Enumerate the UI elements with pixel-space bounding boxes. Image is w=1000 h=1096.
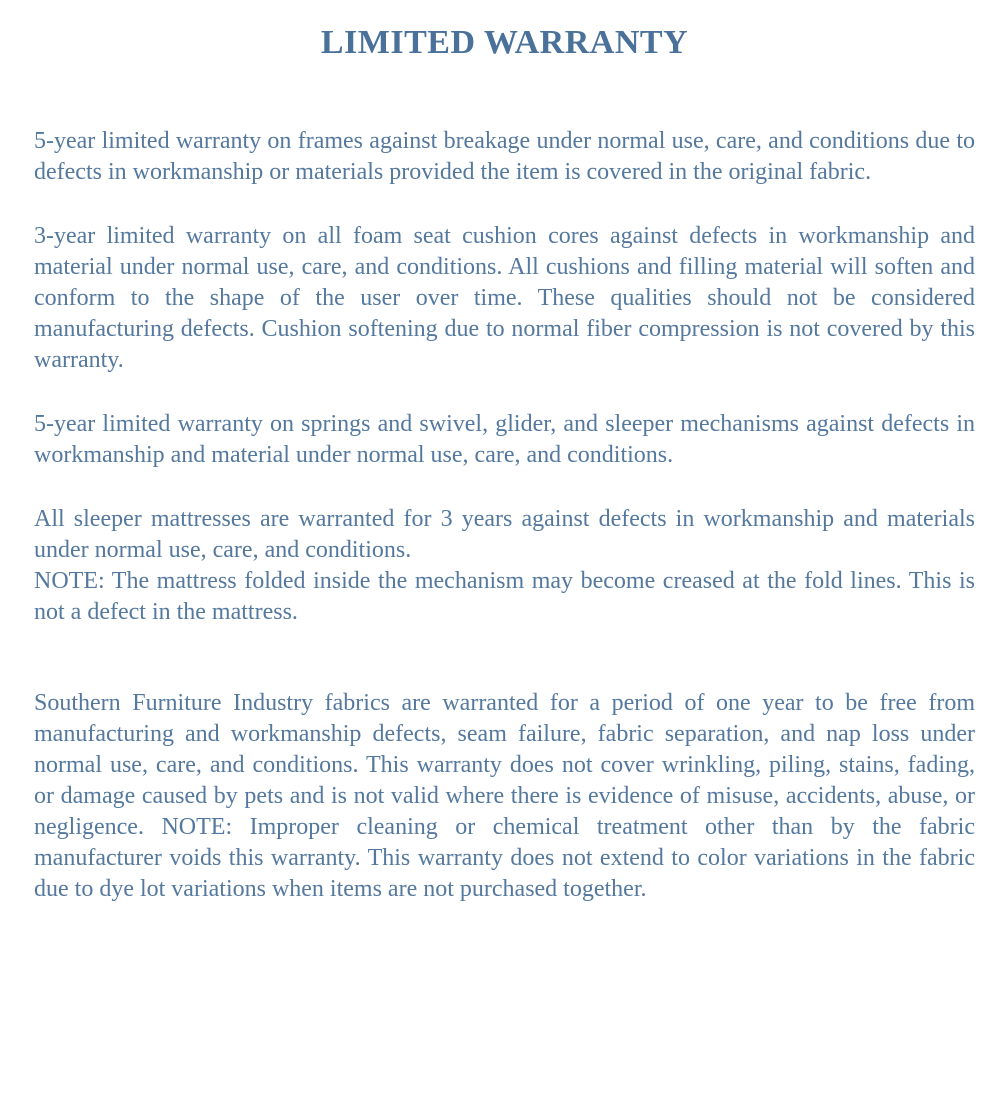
paragraph-text: 5-year limited warranty on frames against breakage under normal use, care, and conditions due to defects in workmanship or materials provided the item is covered in the original fabric. bbox=[34, 128, 975, 185]
paragraph-text: 5-year limited warranty on springs and swivel, glider, and sleeper mechanisms against defects in workmanship and material under normal use, care, and conditions. bbox=[34, 411, 975, 468]
paragraph-springs-mechanisms-warranty bbox=[34, 409, 975, 471]
paragraph-fabric-warranty bbox=[34, 688, 975, 905]
page-title: LIMITED WARRANTY bbox=[320, 24, 689, 61]
paragraph-frames-warranty bbox=[34, 126, 975, 188]
paragraph-text: Southern Furniture Industry fabrics are warranted for a period of one year to be free from manufacturing and workmanship defects, seam failure, fabric separation, and nap loss under normal use, care, and conditions. This warranty does not cover wrinkling, piling, stains, fading, or damage caused by pets and is not valid where there is evidence of misuse, accidents, abuse, or negligence. NOTE: Improper cleaning or chemical treatment other than by the fabric manufacturer voids this warranty. This warranty does not extend to color variations in the fabric due to dye lot variations when items are not purchased together. bbox=[34, 690, 975, 902]
paragraph-note-text: NOTE: The mattress folded inside the mechanism may become creased at the fold lines. This is not a defect in the mattress. bbox=[34, 568, 975, 625]
paragraph-foam-cushion-warranty bbox=[34, 221, 975, 376]
paragraph-sleeper-mattress-warranty bbox=[34, 504, 975, 628]
paragraph-text: 3-year limited warranty on all foam seat cushion cores against defects in workmanship and material under normal use, care, and conditions. All cushions and filling material will soften and conform to the shape of the user over time. These qualities should not be considered manufacturing defects. Cushion softening due to normal fiber compression is not covered by this warranty. bbox=[34, 223, 975, 373]
paragraph-text: All sleeper mattresses are warranted for 3 years against defects in workmanship and materials under normal use, care, and conditions. bbox=[34, 506, 975, 563]
